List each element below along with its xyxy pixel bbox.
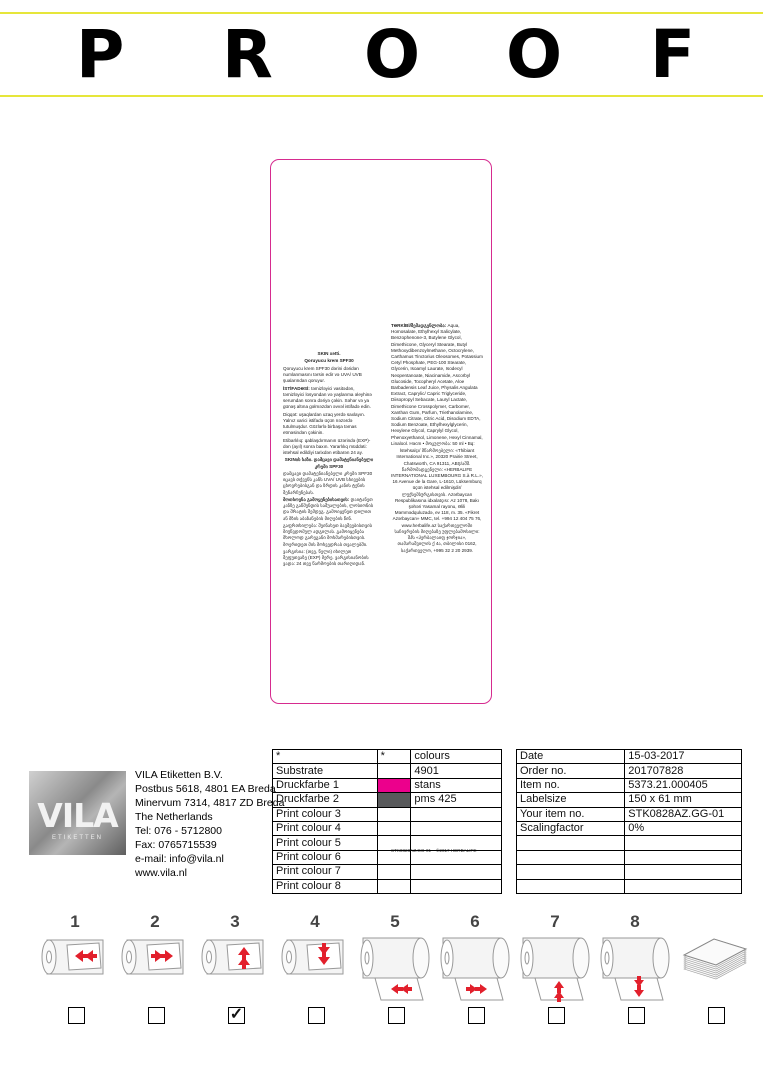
order-key: Your item no.: [517, 807, 625, 821]
order-value: [625, 836, 742, 850]
label-paragraph: ვარგისია: (თვე, წელი) იხილეთ შეფუთვაზე (EXP) მერე. ვარგისიანობის ვადა: 24 თვე წარმოების თარიღიდან.: [283, 548, 369, 567]
colour-swatch: [377, 879, 411, 893]
order-row: [517, 750, 742, 764]
winding-checkbox[interactable]: [68, 1007, 85, 1024]
winding-roll: [439, 932, 515, 1007]
order-row: [517, 807, 742, 821]
colour-swatch: [377, 821, 411, 835]
colour-row: [273, 807, 502, 821]
colour-name: Print colour 4: [273, 821, 378, 835]
colour-swatch: [377, 850, 411, 864]
label-roll-icon: [439, 932, 515, 1002]
order-key: Date: [517, 750, 625, 764]
address-line: Postbus 5618, 4801 EA Breda: [135, 783, 276, 795]
winding-number: 4: [310, 912, 320, 931]
colour-value: [411, 850, 502, 864]
colours-header-row: [273, 750, 502, 764]
colour-name: Druckfarbe 1: [273, 778, 378, 792]
colour-row: [273, 778, 502, 792]
order-value: [625, 879, 742, 893]
label-paragraph: გაფრთხილება: შეინახეთ ბავშვებისთვის მიუწვდომელ ადგილას. გამოიყენება მხოლოდ გარეგანი მოხმარებისთვის. მოერიდეთ მის მოხვედრას თვალებში.: [283, 522, 372, 547]
order-value: 201707828: [625, 764, 742, 778]
colour-name: Print colour 8: [273, 879, 378, 893]
colour-row: [273, 821, 502, 835]
colour-name: Print colour 7: [273, 865, 378, 879]
order-key: [517, 850, 625, 864]
winding-checkbox[interactable]: [148, 1007, 165, 1024]
order-row: [517, 836, 742, 850]
colours-table: [272, 749, 502, 894]
winding-checkbox[interactable]: [708, 1007, 725, 1024]
label-roll-icon: [599, 932, 675, 1002]
company-address: [135, 768, 284, 880]
proof-letter: P: [76, 16, 125, 93]
colour-name: Print colour 3: [273, 807, 378, 821]
order-key: [517, 865, 625, 879]
colour-name: Print colour 5: [273, 836, 378, 850]
order-value: 5373.21.000405: [625, 778, 742, 792]
colour-value: [411, 807, 502, 821]
order-row: [517, 793, 742, 807]
winding-roll: [199, 932, 275, 1007]
order-value: 15-03-2017: [625, 750, 742, 764]
label-paragraph: Etibarlılıq: qablaşdırmanın üzərində (EXP)-dən (ayıl) sonra baxın. Yararlılıq müddəti: istehsal edildiyi tarixdən etibarən 24 ay.: [283, 437, 371, 455]
label-roll-icon: [279, 932, 355, 1002]
vila-logo: VILA ETIKETTEN: [29, 771, 126, 855]
winding-roll: [359, 932, 435, 1007]
proof-letter: O: [364, 16, 421, 93]
colour-value: 4901: [411, 764, 502, 778]
colour-name: Print colour 6: [273, 850, 378, 864]
label-paragraph: TƏRKİBİ/შემადგენლობა: Aqua, Homosalate, Ethylhexyl Salicylate, Benzophenone-3, Butylene Glycol, Dimethicone, Glyceryl Stearate, Butyl Methoxydibenzoylmethane, Octocrylene, Carthamus Tinctorius Oleosomes, Potassium Cetyl Phosphate, PEG-100 Stearate, Glycerin, Isoamyl Laurate, Isodecyl Neopentanoate, Niacinamide, Ascorbyl Glucoside, Tocopheryl Acetate, Aloe Barbadensis Leaf Juice, Physalis Angulata Extract, Caprylic/ Capric Triglyceride, Diisopropyl Sebacate, Lauryl Lactate, Dimethicone Crosspolymer, Carbomer, Xanthan Gum, Parfum, Triethanolamine, Sodium Citrate, Citric Acid, Disodium EDTA, Sodium Benzoate, Ethylhexylglycerin, Hexylene Glycol, Caprylyl Glycol, Phenoxyethanol, Limonene, Hexyl Cinnamal, Linalool. Həcm • მოცულობა: 50 ml • Bq:: [391, 323, 483, 446]
winding-checkbox[interactable]: ✓: [229, 1006, 244, 1023]
colour-swatch: [377, 807, 411, 821]
order-table: [516, 749, 742, 894]
winding-roll: [279, 932, 355, 1007]
order-row: [517, 865, 742, 879]
colour-swatch: [377, 778, 411, 792]
colour-name: Druckfarbe 2: [273, 793, 378, 807]
winding-number: 5: [390, 912, 400, 931]
winding-roll: [39, 932, 115, 1007]
label-roll-icon: [359, 932, 435, 1002]
label-paragraph: მოთხოვნა გამოყენებისათვის: დაიტანეთ კანზე გაწმენდის საშუალების, ლოსიონის და შრატის შემდეგ. გამოიყენეთ დილით ან მზის აბაზანების მიღების წინ.: [283, 496, 374, 521]
colour-row: [273, 850, 502, 864]
order-row: [517, 764, 742, 778]
colour-value: pms 425: [411, 793, 502, 807]
label-roll-icon: [199, 932, 275, 1002]
colour-row: [273, 764, 502, 778]
label-roll-icon: [519, 932, 595, 1002]
winding-number: 2: [150, 912, 160, 931]
proof-letter: O: [506, 16, 563, 93]
order-row: [517, 850, 742, 864]
order-key: Scalingfactor: [517, 821, 625, 835]
order-value: 150 x 61 mm: [625, 793, 742, 807]
winding-checkbox[interactable]: [628, 1007, 645, 1024]
proof-letter: F: [650, 16, 696, 93]
label-paragraph: SKIN xətti.: [317, 351, 341, 356]
colour-name: Substrate: [273, 764, 378, 778]
label-text-left: [283, 351, 375, 691]
winding-checkbox[interactable]: [388, 1007, 405, 1024]
order-row: [517, 778, 742, 792]
winding-roll: [119, 932, 195, 1007]
label-paragraph: İSTİFADƏSİ: təmizləyici vasitədən, təmizləyici losyondan və yaşlanma əleyhinə serumdan sonra dəriyə çəkin. Səhər və ya günəş altına gəlməzdən əvvəl istifadə edin.: [283, 385, 372, 410]
address-line: Fax: 0765715539: [135, 839, 217, 851]
label-roll-icon: [119, 932, 195, 1002]
label-paragraph: დამცავი დამატენიანებელი კრემი SPF30 იცავს თქვენს კანს UVA/ UVB სხივების ცხოვრებისგან და ზრდის კანის ტენის შენარჩუნებას.: [283, 470, 373, 495]
address-line: Minervum 7314, 4817 ZD Breda: [135, 797, 285, 809]
label-paragraph: Qoruyucu krem SPF30: [304, 358, 354, 364]
colour-swatch: [377, 865, 411, 879]
winding-number: 7: [550, 912, 560, 931]
sheet-stack-icon: [680, 935, 750, 985]
address-line: e-mail: info@vila.nl: [135, 853, 224, 865]
colour-row: [273, 865, 502, 879]
colour-value: [411, 821, 502, 835]
colour-value: stans: [411, 778, 502, 792]
colour-row: [273, 793, 502, 807]
colour-row: [273, 879, 502, 893]
label-paragraph: İstehsalçı/ მწარმოებელი: «Thibiant International Inc.», 20320 Prairie Street, Chatsworth, CA 91311, ABŞ/აშშ. წარმომადგენელი: «HERBALIFE INTERNATIONAL LUXEMBOURG S.à R.L.», 16 Avenue de la Gare, L-1610, Lüksemburq üçün istehsal edilmişdir/ ლუქსემბურგისთვის. Azərbaycan Respublikasına idxalatçısı: Az 1078, Bakı şəhəri Yasamal rayonu, Əlili Məmmədquluzadə, ev 118, m. 35. «Fikret Azərbaycan» MMC, tel. +994 12 404 75 76, www.herbalife.az საქართველოში საჩივრების მიღებაზე უფლებამოსილი: შპს «ჰერბალაიფ ჯორჯია», თამარაშვილის ქ 4ა, თბილისი 0162, საქართველო, +995 32 2 20 2939.: [391, 448, 483, 553]
colours-header-cell: *: [273, 750, 378, 764]
order-value: [625, 865, 742, 879]
order-value: 0%: [625, 821, 742, 835]
bottom-rule: [0, 95, 763, 97]
order-key: Item no.: [517, 778, 625, 792]
order-key: [517, 836, 625, 850]
proof-letter: R: [222, 16, 273, 93]
colour-swatch: [377, 836, 411, 850]
label-paragraph: Diqqət: uşaqlardan uzaq yerdə saxlayın. Yalnız xarici istifadə üçün nəzərdə tutulmuşdur. Gözlərlə birbaşa təmas etməsindən çəkinin.: [283, 411, 365, 436]
label-text-right: [391, 323, 483, 693]
colour-value: [411, 865, 502, 879]
winding-number: 6: [470, 912, 480, 931]
colours-header-cell: colours: [411, 750, 502, 764]
winding-number: 3: [230, 912, 240, 931]
winding-checkbox[interactable]: [468, 1007, 485, 1024]
colours-header-cell: *: [377, 750, 411, 764]
order-key: Order no.: [517, 764, 625, 778]
winding-roll: [599, 932, 675, 1007]
label-paragraph: Qoruyucu krem SPF30 dərini dəridən numlanmasını tərsin edir və UVA/ UVB şualarından qoruyur.: [283, 365, 362, 384]
order-value: [625, 850, 742, 864]
address-line: www.vila.nl: [135, 867, 187, 879]
order-key: Labelsize: [517, 793, 625, 807]
label-code: STK0828AZ.GG-01: [391, 848, 432, 853]
colour-swatch: [377, 793, 411, 807]
order-value: STK0828AZ.GG-01: [625, 807, 742, 821]
label-roll-icon: [39, 932, 115, 1002]
winding-roll: [519, 932, 595, 1007]
top-rule: [0, 12, 763, 14]
colour-value: [411, 879, 502, 893]
winding-checkbox[interactable]: [308, 1007, 325, 1024]
address-line: VILA Etiketten B.V.: [135, 769, 223, 781]
winding-checkbox[interactable]: [548, 1007, 565, 1024]
winding-number: 8: [630, 912, 640, 931]
order-row: [517, 821, 742, 835]
address-line: Tel: 076 - 5712800: [135, 825, 222, 837]
address-line: The Netherlands: [135, 811, 213, 823]
order-row: [517, 879, 742, 893]
colour-row: [273, 836, 502, 850]
label-paragraph: SKINის ხაზი. დამცავი დამატენიანებელი კრემი SPF30: [284, 457, 374, 469]
order-key: [517, 879, 625, 893]
colour-value: [411, 836, 502, 850]
winding-number: 1: [70, 912, 80, 931]
label-copyright: ©2017 HERBALIFE: [436, 848, 477, 853]
colour-swatch: [377, 764, 411, 778]
